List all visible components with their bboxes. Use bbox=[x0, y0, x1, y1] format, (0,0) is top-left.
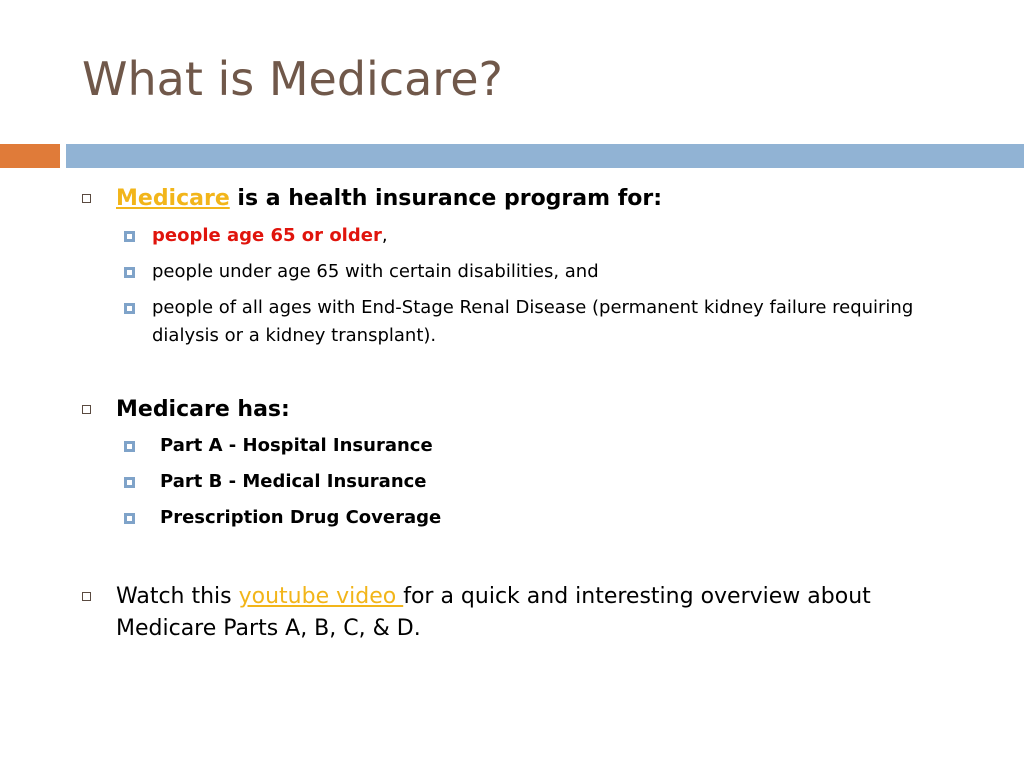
sub-bullet-text: people of all ages with End-Stage Renal Disease (permanent kidney failure requiring dialysis or a kidney transplant). bbox=[152, 297, 914, 346]
hollow-square-bullet-icon bbox=[82, 405, 91, 414]
sub-bullet-text bbox=[152, 222, 388, 250]
bullet-text bbox=[116, 581, 972, 645]
highlight-text: people age 65 or older bbox=[152, 225, 382, 246]
square-bullet-icon bbox=[124, 267, 135, 278]
square-bullet-icon bbox=[124, 477, 135, 488]
medicare-link[interactable]: Medicare bbox=[116, 186, 230, 211]
square-bullet-icon bbox=[124, 441, 135, 452]
slide-title: What is Medicare? bbox=[82, 52, 503, 106]
bullet-text-rest: is a health insurance program for: bbox=[229, 186, 663, 211]
square-bullet-icon bbox=[124, 303, 135, 314]
square-bullet-icon bbox=[124, 513, 135, 524]
comma: , bbox=[381, 225, 388, 246]
text-after-link: for a quick and interesting overview about Medicare Parts A, B, C, & D. bbox=[116, 584, 871, 641]
sub-bullet-text: Part B - Medical Insurance bbox=[160, 471, 427, 492]
text-before-link: Watch this bbox=[116, 584, 239, 609]
square-bullet-icon bbox=[124, 231, 135, 242]
sub-bullet-text: people under age 65 with certain disabilities, and bbox=[152, 261, 599, 282]
hollow-square-bullet-icon bbox=[82, 194, 91, 203]
sub-bullet-text: Part A - Hospital Insurance bbox=[160, 435, 433, 456]
youtube-video-link[interactable]: youtube video bbox=[238, 584, 404, 609]
hollow-square-bullet-icon bbox=[82, 592, 91, 601]
bullet-text bbox=[116, 183, 662, 215]
sub-bullet-text: Prescription Drug Coverage bbox=[160, 507, 442, 528]
bullet-text: Medicare has: bbox=[116, 397, 290, 422]
accent-bar-blue bbox=[66, 144, 1024, 168]
accent-bar-orange bbox=[0, 144, 60, 168]
